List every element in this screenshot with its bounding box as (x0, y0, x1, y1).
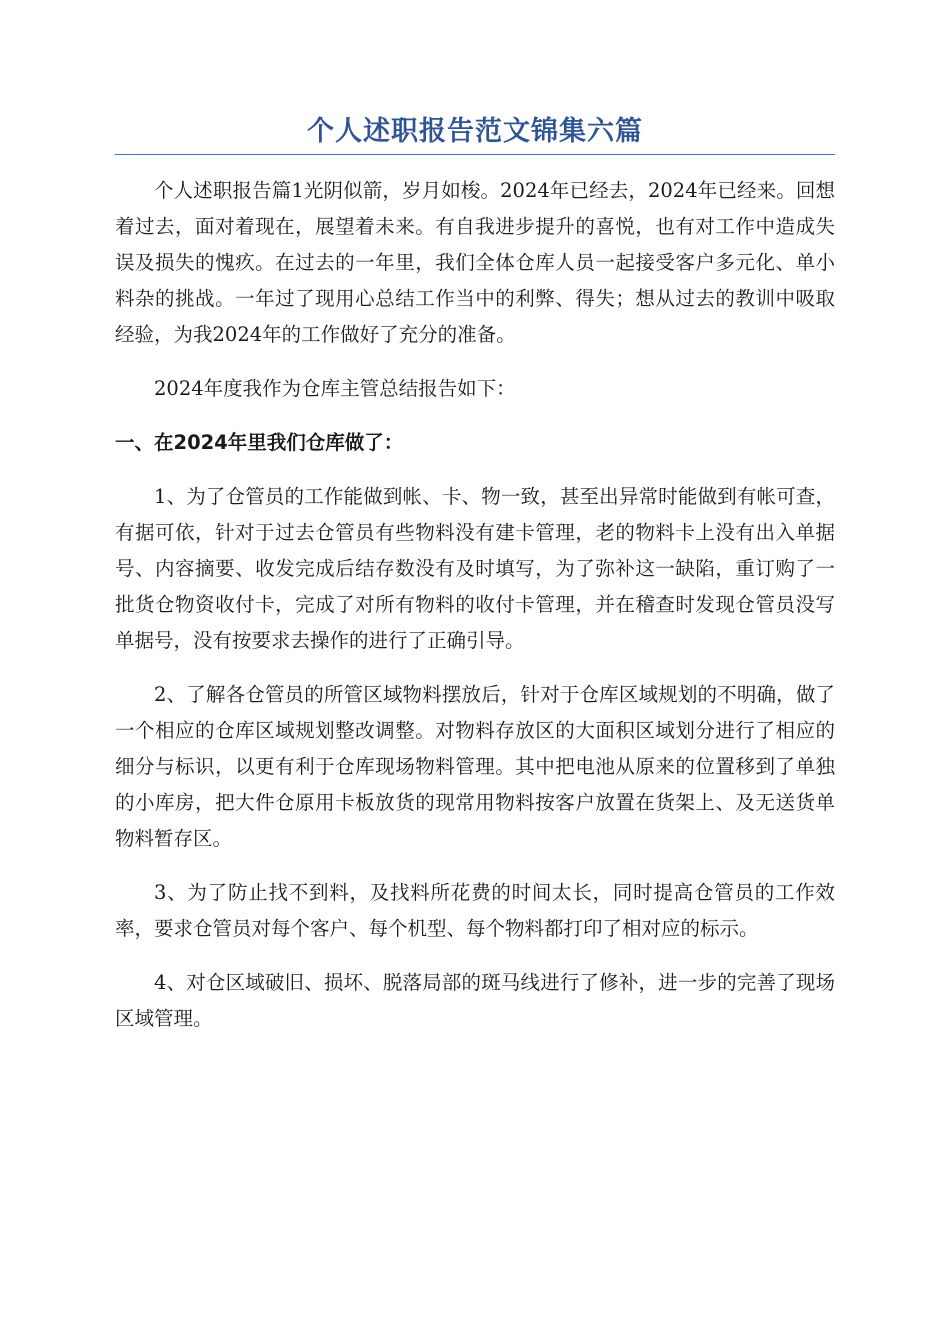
section-heading-1: 一、在2024年里我们仓库做了： (115, 431, 404, 454)
paragraph-intro: 个人述职报告篇1光阴似箭，岁月如梭。2024年已经去，2024年已经来。回想着过去，面对着现在，展望着未来。有自我进步提升的喜悦，也有对工作中造成失误及损失的愧疚。在过去的一年里，我们全体仓库人员一起接受客户多元化、单小料杂的挑战。一年过了现用心总结工作当中的利弊、得失；想从过去的教训中吸取经验，为我2024年的工作做好了充分的准备。 (115, 179, 835, 346)
document-page (115, 112, 835, 1055)
list-item-3: 3、为了防止找不到料，及找料所花费的时间太长，同时提高仓管员的工作效率，要求仓管员对每个客户、每个机型、每个物料都打印了相对应的标示。 (115, 881, 835, 940)
list-item-4: 4、对仓区域破旧、损坏、脱落局部的斑马线进行了修补，进一步的完善了现场区域管理。 (115, 971, 835, 1030)
paragraph-summary-lead: 2024年度我作为仓库主管总结报告如下： (154, 377, 516, 400)
list-item-2: 2、了解各仓管员的所管区域物料摆放后，针对于仓库区域规划的不明确，做了一个相应的仓库区域规划整改调整。对物料存放区的大面积区域划分进行了相应的细分与标识，以更有利于仓库现场物料管理。其中把电池从原来的位置移到了单独的小库房，把大件仓原用卡板放货的现常用物料按客户放置在货架上、及无送货单物料暂存区。 (115, 683, 835, 850)
document-body (115, 173, 835, 1037)
list-item-1: 1、为了仓管员的工作能做到帐、卡、物一致，甚至出异常时能做到有帐可查，有据可依，针对于过去仓管员有些物料没有建卡管理，老的物料卡上没有出入单据号、内容摘要、收发完成后结存数没有及时填写，为了弥补这一缺陷，重订购了一批货仓物资收付卡，完成了对所有物料的收付卡管理，并在稽查时发现仓管员没写单据号，没有按要求去操作的进行了正确引导。 (115, 485, 835, 652)
document-title: 个人述职报告范文锦集六篇 (115, 112, 835, 155)
